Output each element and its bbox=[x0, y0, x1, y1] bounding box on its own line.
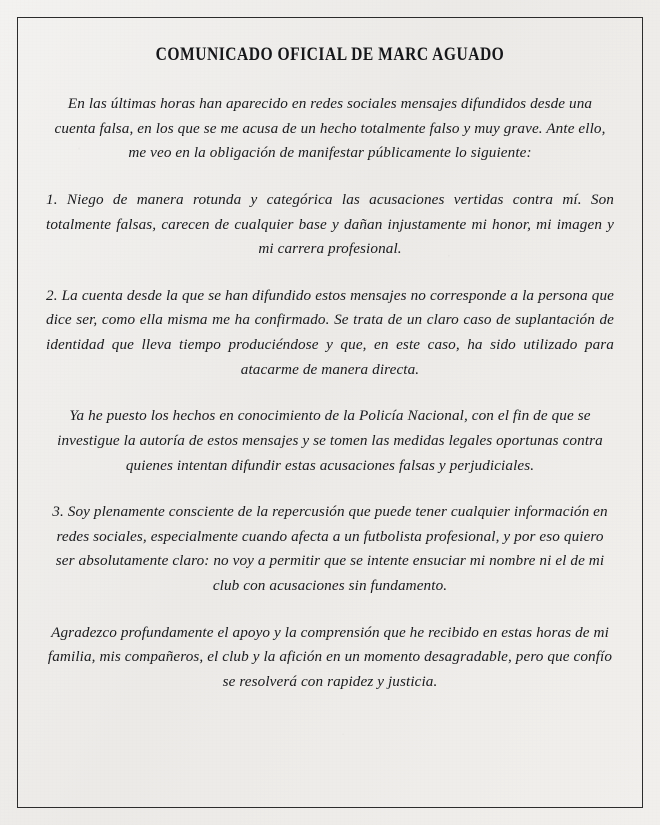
paragraph-point-2: 2. La cuenta desde la que se han difundido estos mensajes no corresponde a la persona que dice ser, como ella misma me ha confirmado. Se trata de un claro caso de suplantación de identidad que lleva tiempo produciéndose y que, en este caso, ha sido utilizado para atacarme de manera directa. bbox=[46, 286, 614, 378]
paragraph-intro: En las últimas horas han aparecido en redes sociales mensajes difundidos desde una cuenta falsa, en los que se me acusa de un hecho totalmente falso y muy grave. Ante ello, me veo en la obligación de manifestar públicamente lo siguiente: bbox=[54, 95, 606, 162]
page-title: COMUNICADO OFICIAL DE MARC AGUADO bbox=[155, 44, 505, 65]
paragraph-police-report: Ya he puesto los hechos en conocimiento de la Policía Nacional, con el fin de que se investigue la autoría de estos mensajes y se tomen las medidas legales oportunas contra quienes intentan difundir estas acusaciones falsas y perjudiciales. bbox=[57, 407, 603, 474]
statement-body bbox=[46, 92, 614, 695]
paragraph-point-1: 1. Niego de manera rotunda y categórica las acusaciones vertidas contra mí. Son totalmente falsas, carecen de cualquier base y dañan injustamente mi honor, mi imagen y mi carrera profesional. bbox=[46, 190, 614, 258]
paragraph-point-3: 3. Soy plenamente consciente de la repercusión que puede tener cualquier información en redes sociales, especialmente cuando afecta a un futbolista profesional, y por eso quiero ser absolutamente claro: no voy a permitir que se intente ensuciar mi nombre ni el de mi club con acusaciones sin fundamento. bbox=[52, 503, 608, 594]
paragraph-thanks: Agradezco profundamente el apoyo y la comprensión que he recibido en estas horas de mi familia, mis compañeros, el club y la afición en un momento desagradable, pero que confío se resolverá con rapidez y justicia. bbox=[47, 623, 613, 690]
statement-content bbox=[46, 28, 614, 803]
